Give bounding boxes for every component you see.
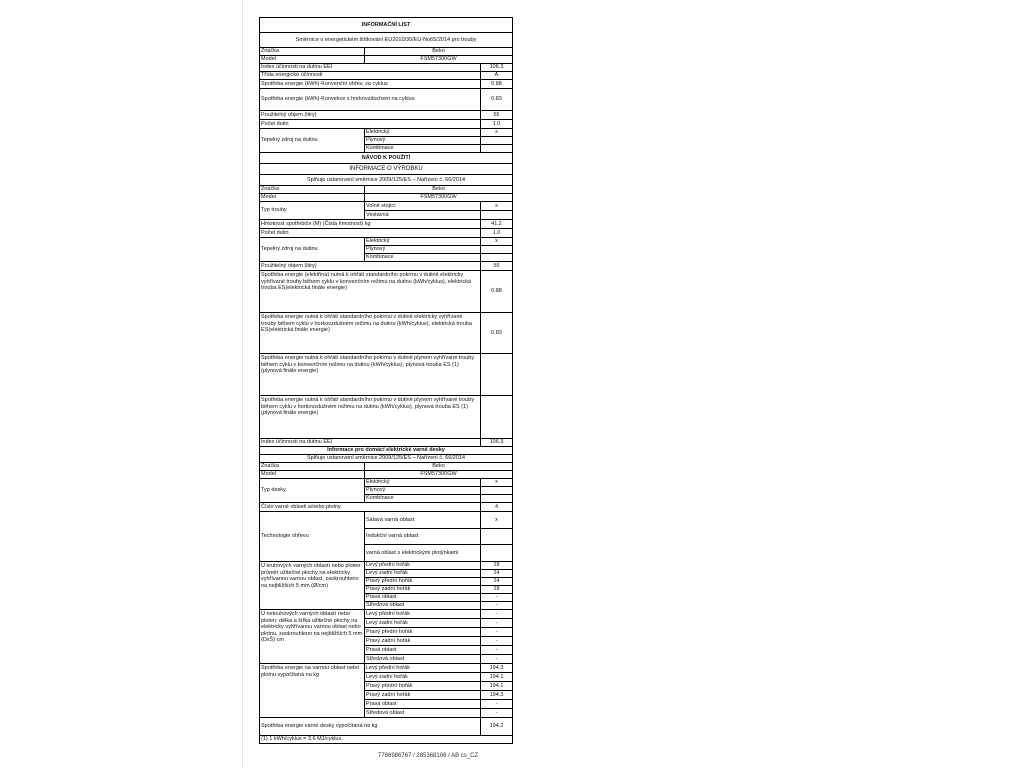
brand-label: Značka [260, 463, 365, 471]
zones-count-label: Číslo varné oblasti a/nebo plotny [260, 503, 481, 512]
hob-info-title: Informace pro domácí elektrické varné desky [260, 447, 513, 455]
zone-name: Pravý přední hořák [365, 682, 481, 691]
zones-count-value: 4 [481, 503, 513, 512]
conv-label: Spotřeba energie (kWh)-Konvenční ohřev, za cyklus [260, 80, 481, 89]
zone-name: Středová oblast [365, 709, 481, 718]
noncircular-zone-value: - [481, 610, 513, 619]
source-gas: Plynový [365, 487, 481, 495]
noncircular-zone-value: - [481, 637, 513, 646]
heat-source-label: Tepelný zdroj na dutinu [260, 129, 365, 153]
eei-label: Index účinnosti na dutinu EEI [260, 439, 481, 447]
model-label: Model [260, 194, 365, 202]
type-built-in: Vestavná [365, 211, 481, 220]
brand-label: Značka [260, 48, 365, 56]
zone-name: Pravá oblast [365, 646, 481, 655]
noncircular-zones-label: U nekruhových varných oblastí nebo ploten: délka a šířka užitečné plochy na elektricky vyhřívanou varnou oblast nebo plotnu, zaokrouhleno na nejbližších 5 mm (DxŠ) cm [260, 610, 365, 664]
type-freestanding: Volně stojící [365, 202, 481, 211]
energy-conventional-electric-label: Spotřeba energie (elektřina) nutná k ohřátí standardního pokrmu v dutině elektricky vyhřívané trouby během cyklu v konvenčním režimu na dutinu (kWh/cyklus), elektrická trouba ES(elektrická finále energie) [260, 271, 481, 313]
conv-value: 0.88 [481, 80, 513, 89]
hob-total-energy-value: 194.2 [481, 718, 513, 736]
source-combination: Kombinace [365, 145, 481, 153]
tech-radiant: Sálavá varná oblast [365, 512, 481, 529]
hob-total-energy-label: Spotřeba energie varné desky vypočítaná na kg [260, 718, 481, 736]
source-gas-value [481, 137, 513, 145]
zone-energy-value: 194.1 [481, 682, 513, 691]
oven-type-label: Typ trouby [260, 202, 365, 220]
info-table [259, 17, 513, 744]
type-built-in-value [481, 211, 513, 220]
noncircular-zone-value: - [481, 655, 513, 664]
source-combination: Kombinace [365, 495, 481, 503]
energy-conventional-gas-label: Spotřeba energie nutná k ohřátí standardního pokrmu v dutině plynem vyhřívané trouby během cyklu v konvenčním režimu na dutinu (kWh/cyklus), plynová trouba ES (1)(plynová finále energie) [260, 354, 481, 396]
directive-text: Splňuje ustanovení směrnice 2009/125/ES – Nařízení č. 66/2014 [260, 455, 513, 463]
zone-name: Pravá oblast [365, 700, 481, 709]
energy-conventional-electric-value: 0.88 [481, 271, 513, 313]
source-combination-value [481, 254, 513, 262]
zone-energy-value: 194.3 [481, 664, 513, 673]
energy-fan-electric-label: Spotřeba energie nutná k ohřátí standardního pokrmu v dutině elektricky vyhřívané trouby během cyklu v horkovzdušném režimu na dutinu (kWh/cyklus), elektrická trouba ES(elektrická finále energie) [260, 313, 481, 354]
eei-label: Index účinnosti na dutinu EEI [260, 64, 481, 72]
zone-name: Levý zadní hořák [365, 619, 481, 628]
mass-label: Hmotnost spotřebiče (M) (Čistá hmotnost) kg [260, 220, 481, 229]
eei-value: 106.3 [481, 439, 513, 447]
brand-value: Beko [365, 463, 513, 471]
cavities-label: Počet dutin [260, 229, 481, 238]
zone-name: Levý přední hořák [365, 610, 481, 619]
heat-source-label: Tepelný zdroj na dutinu [260, 238, 365, 262]
source-gas-value [481, 487, 513, 495]
zone-name: Levý zadní hořák [365, 673, 481, 682]
source-combination: Kombinace [365, 254, 481, 262]
energy-fan-gas-value [481, 396, 513, 439]
tech-induction-value [481, 529, 513, 545]
mass-value: 41.2 [481, 220, 513, 229]
volume-value: 55 [481, 262, 513, 271]
zone-name: Levý přední hořák [365, 562, 481, 570]
round-zones-label: U kruhových varných oblastí nebo ploten: průměr užitečné plochy na elektricky vyhřívanou varnou oblast, zaokrouhleno na nejbližších 5 mm (Ø/cm) [260, 562, 365, 610]
zone-energy-value: - [481, 700, 513, 709]
heating-technology-label: Technologie ohřevu [260, 512, 365, 562]
information-sheet [259, 17, 512, 744]
eei-value: 106.3 [481, 64, 513, 72]
round-zone-value: - [481, 602, 513, 610]
source-electric-value: x [481, 479, 513, 487]
sheet-subtitle: Směrnice o energetickém štítkování EU2010/30/EU-No65/2014 pro trouby [260, 33, 513, 48]
model-value: FSM57300GW [365, 194, 513, 202]
model-label: Model [260, 56, 365, 64]
volume-value: 55 [481, 111, 513, 120]
footnote: (1) 1 kWh/cyklus = 3.6 MJ/cyklus. [260, 736, 513, 744]
hob-type-label: Typ desky [260, 479, 365, 503]
zone-energy-value: 194.3 [481, 691, 513, 700]
tech-induction: Indukční varná oblast [365, 529, 481, 545]
model-value: FSM57300GW [365, 56, 513, 64]
brand-value: Beko [365, 48, 513, 56]
volume-label: Použitelný objem (litry) [260, 262, 481, 271]
zone-name: Pravý zadní hořák [365, 691, 481, 700]
fan-value: 0.83 [481, 89, 513, 111]
energy-fan-electric-value: 0.83 [481, 313, 513, 354]
model-value: FSM57300GW [365, 471, 513, 479]
tech-solid-plates: varná oblast s elektrickými plotýnkami [365, 545, 481, 562]
cavities-value: 1.0 [481, 120, 513, 129]
round-zone-value: 18 [481, 586, 513, 594]
sheet-title: INFORMAČNÍ LIST [260, 18, 513, 33]
zone-name: Pravý přední hořák [365, 578, 481, 586]
zone-name: Levý přední hořák [365, 664, 481, 673]
directive-text: Splňuje ustanovení směrnice 2009/125/ES – Nařízení č. 66/2014 [260, 175, 513, 186]
class-value: A [481, 72, 513, 80]
zone-name: Pravý přední hořák [365, 628, 481, 637]
source-electric-value: x [481, 129, 513, 137]
volume-label: Použitelný objem (litry) [260, 111, 481, 120]
zone-name: Levý zadní hořák [365, 570, 481, 578]
manual-title: NÁVOD K POUŽITÍ [260, 153, 513, 164]
type-freestanding-value: x [481, 202, 513, 211]
noncircular-zone-value: - [481, 628, 513, 637]
class-label: Třída energické účinnosti [260, 72, 481, 80]
source-electric: Elektrický [365, 129, 481, 137]
round-zone-value: 14 [481, 570, 513, 578]
zone-name: Pravá oblast [365, 594, 481, 602]
brand-value: Beko [365, 186, 513, 194]
zone-name: Pravý zadní hořák [365, 586, 481, 594]
cavities-label: Počet dutin [260, 120, 481, 129]
round-zone-value: 14 [481, 578, 513, 586]
source-electric: Elektrický [365, 238, 481, 246]
model-label: Model [260, 471, 365, 479]
energy-conventional-gas-value [481, 354, 513, 396]
source-combination-value [481, 145, 513, 153]
round-zone-value: - [481, 594, 513, 602]
noncircular-zone-value: - [481, 619, 513, 628]
zone-name: Středová oblast [365, 602, 481, 610]
energy-fan-gas-label: Spotřeba energie nutná k ohřátí standardního pokrmu v dutině plynem vyhřívané trouby během cyklu v horkovzdušném režimu na dutinu (kWh/cyklus), plynová trouba ES (1)(plynová finále energie) [260, 396, 481, 439]
source-gas: Plynový [365, 246, 481, 254]
source-electric: Elektrický [365, 479, 481, 487]
fan-label: Spotřeba energie (kWh)-Konvekce s horkovzduchem na cyklus [260, 89, 481, 111]
zone-name: Pravý zadní hořák [365, 637, 481, 646]
tech-radiant-value: x [481, 512, 513, 529]
source-combination-value [481, 495, 513, 503]
zone-energy-label: Spotřeba energie na varnou oblast nebo plotnu vypočítaná na kg [260, 664, 365, 718]
noncircular-zone-value: - [481, 646, 513, 655]
source-gas: Plynový [365, 137, 481, 145]
zone-energy-value: - [481, 709, 513, 718]
tech-solid-plates-value [481, 545, 513, 562]
product-info-title: INFORMACE O VÝROBKU [260, 164, 513, 175]
document-footer-code: 7786986767 / 285368106 / AB cs_CZ [378, 753, 479, 759]
cavities-value: 1.0 [481, 229, 513, 238]
zone-energy-value: 194.1 [481, 673, 513, 682]
round-zone-value: 18 [481, 562, 513, 570]
source-gas-value [481, 246, 513, 254]
source-electric-value: x [481, 238, 513, 246]
brand-label: Značka [260, 186, 365, 194]
zone-name: Středová oblast [365, 655, 481, 664]
